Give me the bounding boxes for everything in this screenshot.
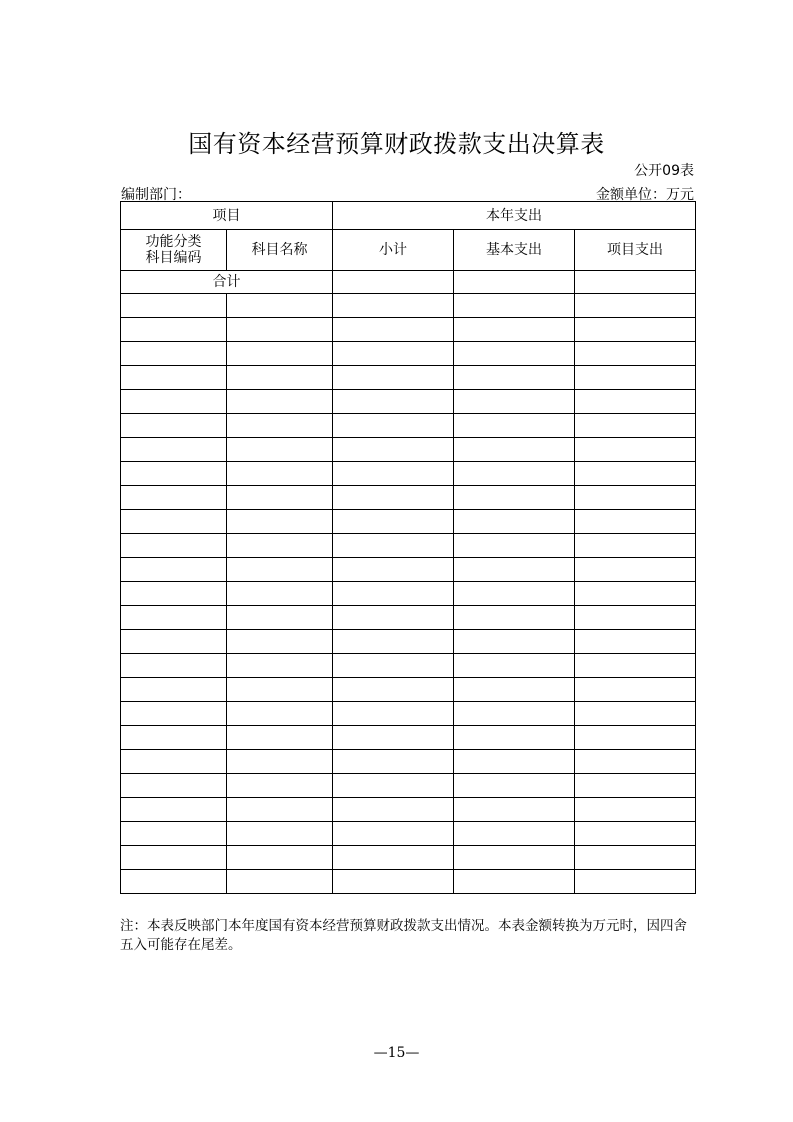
table-cell: [227, 822, 333, 846]
total-label: 合计: [121, 271, 333, 294]
table-cell: [333, 870, 454, 894]
total-project-cell: [575, 271, 696, 294]
table-cell: [575, 510, 696, 534]
table-cell: [454, 678, 575, 702]
table-cell: [454, 438, 575, 462]
table-cell: [121, 822, 227, 846]
table-row: [121, 750, 696, 774]
table-cell: [227, 630, 333, 654]
table-row: [121, 822, 696, 846]
table-cell: [575, 774, 696, 798]
table-cell: [121, 702, 227, 726]
table-row: [121, 774, 696, 798]
table-cell: [227, 366, 333, 390]
amount-unit-label: 金额单位：万元: [596, 187, 694, 203]
header-row-2: [121, 230, 696, 271]
table-cell: [227, 798, 333, 822]
form-number: 公开09表: [634, 163, 694, 179]
table-cell: [454, 366, 575, 390]
table-row: [121, 462, 696, 486]
table-cell: [121, 678, 227, 702]
table-cell: [333, 318, 454, 342]
table-cell: [227, 294, 333, 318]
table-cell: [333, 438, 454, 462]
table-cell: [575, 870, 696, 894]
table-cell: [575, 702, 696, 726]
table-cell: [575, 678, 696, 702]
table-cell: [333, 654, 454, 678]
table-cell: [121, 390, 227, 414]
table-cell: [227, 318, 333, 342]
table-cell: [454, 534, 575, 558]
table-cell: [454, 318, 575, 342]
table-cell: [333, 582, 454, 606]
table-row: [121, 510, 696, 534]
table-cell: [454, 798, 575, 822]
table-cell: [227, 870, 333, 894]
col-basic-expense: 基本支出: [454, 230, 575, 271]
table-cell: [454, 582, 575, 606]
table-row: [121, 846, 696, 870]
table-cell: [454, 822, 575, 846]
table-cell: [121, 558, 227, 582]
col-function-code: 功能分类 科目编码: [121, 230, 227, 271]
col-subtotal: 小计: [333, 230, 454, 271]
table-cell: [333, 630, 454, 654]
table-cell: [333, 774, 454, 798]
table-cell: [575, 726, 696, 750]
table-cell: [454, 390, 575, 414]
table-cell: [454, 846, 575, 870]
table-cell: [121, 510, 227, 534]
table-cell: [575, 582, 696, 606]
footnote: 注：本表反映部门本年度国有资本经营预算财政拨款支出情况。本表金额转换为万元时，因四舍五入可能存在尾差。: [120, 918, 687, 953]
table-cell: [575, 318, 696, 342]
total-subtotal-cell: [333, 271, 454, 294]
table-cell: [333, 822, 454, 846]
table-cell: [333, 678, 454, 702]
table-cell: [575, 486, 696, 510]
table-cell: [575, 846, 696, 870]
table-cell: [575, 462, 696, 486]
table-row: [121, 702, 696, 726]
table-cell: [227, 414, 333, 438]
header-item: 项目: [121, 202, 333, 230]
table-cell: [121, 870, 227, 894]
table-cell: [227, 750, 333, 774]
table-row: [121, 342, 696, 366]
table-cell: [454, 750, 575, 774]
table-cell: [121, 654, 227, 678]
table-cell: [454, 870, 575, 894]
table-cell: [333, 606, 454, 630]
table-row: [121, 486, 696, 510]
table-cell: [454, 726, 575, 750]
table-cell: [121, 582, 227, 606]
table-cell: [454, 630, 575, 654]
table-cell: [575, 390, 696, 414]
table-cell: [227, 846, 333, 870]
table-cell: [227, 438, 333, 462]
table-cell: [454, 558, 575, 582]
table-cell: [454, 510, 575, 534]
table-cell: [575, 558, 696, 582]
table-cell: [333, 414, 454, 438]
table-row: [121, 414, 696, 438]
table-cell: [333, 534, 454, 558]
table-cell: [227, 390, 333, 414]
table-cell: [121, 630, 227, 654]
table-cell: [121, 726, 227, 750]
table-row: [121, 390, 696, 414]
page-number: —15—: [373, 1045, 420, 1061]
table-row: [121, 654, 696, 678]
table-cell: [333, 846, 454, 870]
table-cell: [121, 462, 227, 486]
table-cell: [454, 774, 575, 798]
table-cell: [121, 534, 227, 558]
table-cell: [575, 366, 696, 390]
table-cell: [575, 438, 696, 462]
header-current-year-expense: 本年支出: [333, 202, 696, 230]
table-cell: [333, 726, 454, 750]
table-cell: [121, 486, 227, 510]
table-row: [121, 726, 696, 750]
table-row: [121, 870, 696, 894]
table-cell: [333, 366, 454, 390]
table-cell: [575, 534, 696, 558]
table-cell: [575, 606, 696, 630]
table-cell: [121, 294, 227, 318]
table-cell: [227, 726, 333, 750]
table-cell: [121, 774, 227, 798]
table-cell: [333, 702, 454, 726]
table-row: [121, 558, 696, 582]
table-row: [121, 366, 696, 390]
table-cell: [227, 534, 333, 558]
table-cell: [575, 342, 696, 366]
page-title: 国有资本经营预算财政拨款支出决算表: [188, 130, 605, 158]
table-cell: [227, 462, 333, 486]
table-cell: [333, 558, 454, 582]
table-cell: [575, 822, 696, 846]
table-cell: [227, 342, 333, 366]
table-cell: [121, 798, 227, 822]
table-cell: [333, 486, 454, 510]
table-cell: [454, 462, 575, 486]
table-cell: [121, 318, 227, 342]
table-cell: [227, 702, 333, 726]
total-row: [121, 271, 696, 294]
total-basic-cell: [454, 271, 575, 294]
table-cell: [333, 390, 454, 414]
table-row: [121, 678, 696, 702]
table-cell: [227, 510, 333, 534]
col-project-expense: 项目支出: [575, 230, 696, 271]
table-row: [121, 630, 696, 654]
table-cell: [121, 606, 227, 630]
table-cell: [227, 678, 333, 702]
table-cell: [333, 462, 454, 486]
table-row: [121, 438, 696, 462]
table-row: [121, 798, 696, 822]
table-cell: [121, 342, 227, 366]
table-cell: [575, 414, 696, 438]
table-cell: [575, 294, 696, 318]
table-cell: [575, 798, 696, 822]
table-cell: [575, 630, 696, 654]
table-row: [121, 294, 696, 318]
col-subject-name: 科目名称: [227, 230, 333, 271]
table-cell: [454, 414, 575, 438]
table-cell: [333, 294, 454, 318]
table-cell: [454, 342, 575, 366]
table-cell: [227, 654, 333, 678]
table-cell: [575, 654, 696, 678]
table-cell: [121, 438, 227, 462]
table-row: [121, 318, 696, 342]
table-cell: [227, 486, 333, 510]
header-row-1: [121, 202, 696, 230]
table-cell: [121, 414, 227, 438]
table-cell: [227, 558, 333, 582]
table-cell: [227, 582, 333, 606]
table-cell: [333, 750, 454, 774]
table-cell: [121, 366, 227, 390]
table-row: [121, 534, 696, 558]
table-cell: [227, 774, 333, 798]
table-cell: [454, 654, 575, 678]
table-cell: [333, 510, 454, 534]
table-cell: [121, 846, 227, 870]
table-cell: [575, 750, 696, 774]
table-cell: [227, 606, 333, 630]
table-cell: [333, 798, 454, 822]
table-cell: [454, 702, 575, 726]
department-label: 编制部门：: [121, 187, 191, 203]
table-cell: [333, 342, 454, 366]
table-cell: [121, 750, 227, 774]
table-row: [121, 582, 696, 606]
table-cell: [454, 294, 575, 318]
table-cell: [454, 486, 575, 510]
table-row: [121, 606, 696, 630]
table-cell: [454, 606, 575, 630]
expenditure-table: [120, 201, 696, 894]
